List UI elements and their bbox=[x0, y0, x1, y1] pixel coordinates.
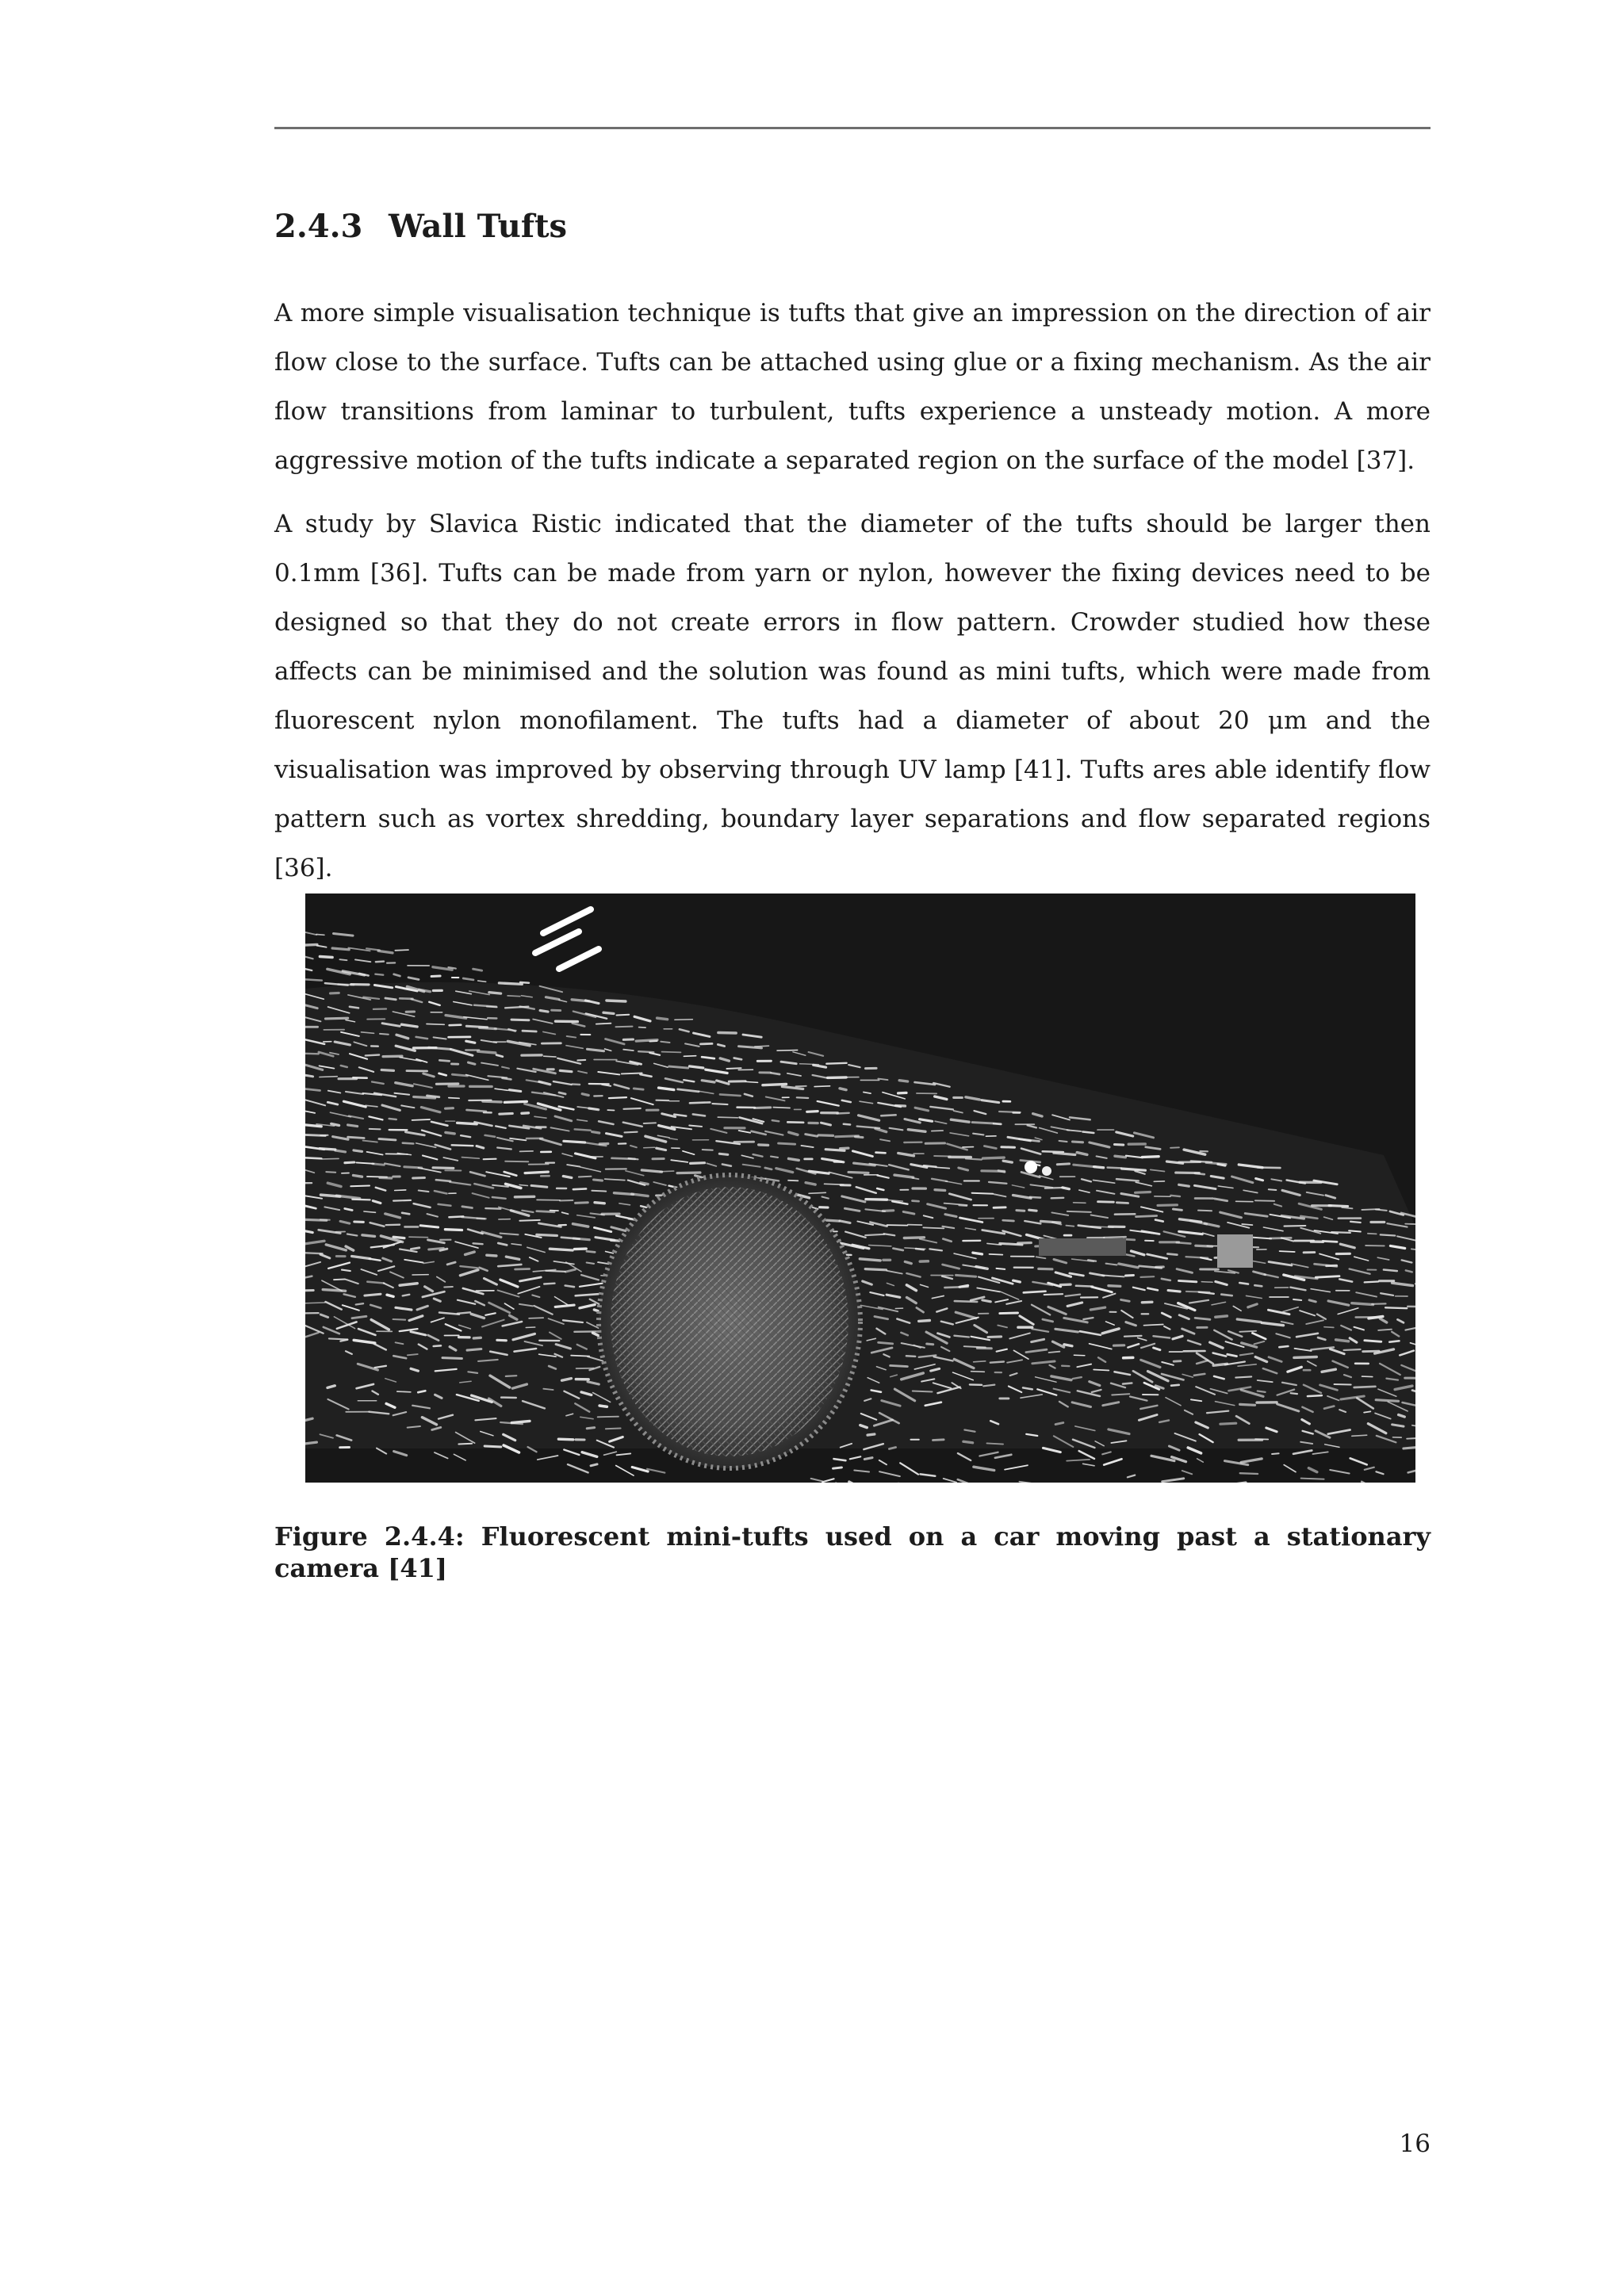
section-heading bbox=[274, 208, 567, 245]
section-title: Wall Tufts bbox=[389, 208, 568, 245]
header-rule bbox=[274, 127, 1431, 129]
paragraph-1: A more simple visualisation technique is tufts that give an impression on the direction of air flow close to the surface. Tufts can be attached using glue or a fixing mechanism. As the air flow transitions from laminar to turbulent, tufts experience a unsteady motion. A more aggressive motion of the tufts indicate a separated region on the surface of the model [37]. bbox=[274, 299, 1431, 475]
page-number: 16 bbox=[1399, 2130, 1431, 2158]
front-wheel bbox=[599, 1175, 860, 1468]
section-number: 2.4.3 bbox=[274, 208, 363, 245]
figure-caption: Figure 2.4.4: Fluorescent mini-tufts used on a car moving past a stationary camera [41] bbox=[274, 1521, 1431, 1583]
car-tufts-illustration bbox=[305, 894, 1415, 1483]
figure-car-tufts-photo bbox=[305, 894, 1415, 1483]
paragraph-2: A study by Slavica Ristic indicated that the diameter of the tufts should be larger then 0.1mm [36]. Tufts can be made from yarn or nylon, however the fixing devices need to be designed so that they do not create errors in flow pattern. Crowder studied how these affects can be minimised and the solution was found as mini tufts, which were made from fluorescent nylon monofilament. The tufts had a diameter of about 20 μm and the visualisation was improved by observing through UV lamp [41]. Tufts ares able identify flow pattern such as vortex shredding, boundary layer separations and flow separated regions [36]. bbox=[274, 510, 1431, 882]
